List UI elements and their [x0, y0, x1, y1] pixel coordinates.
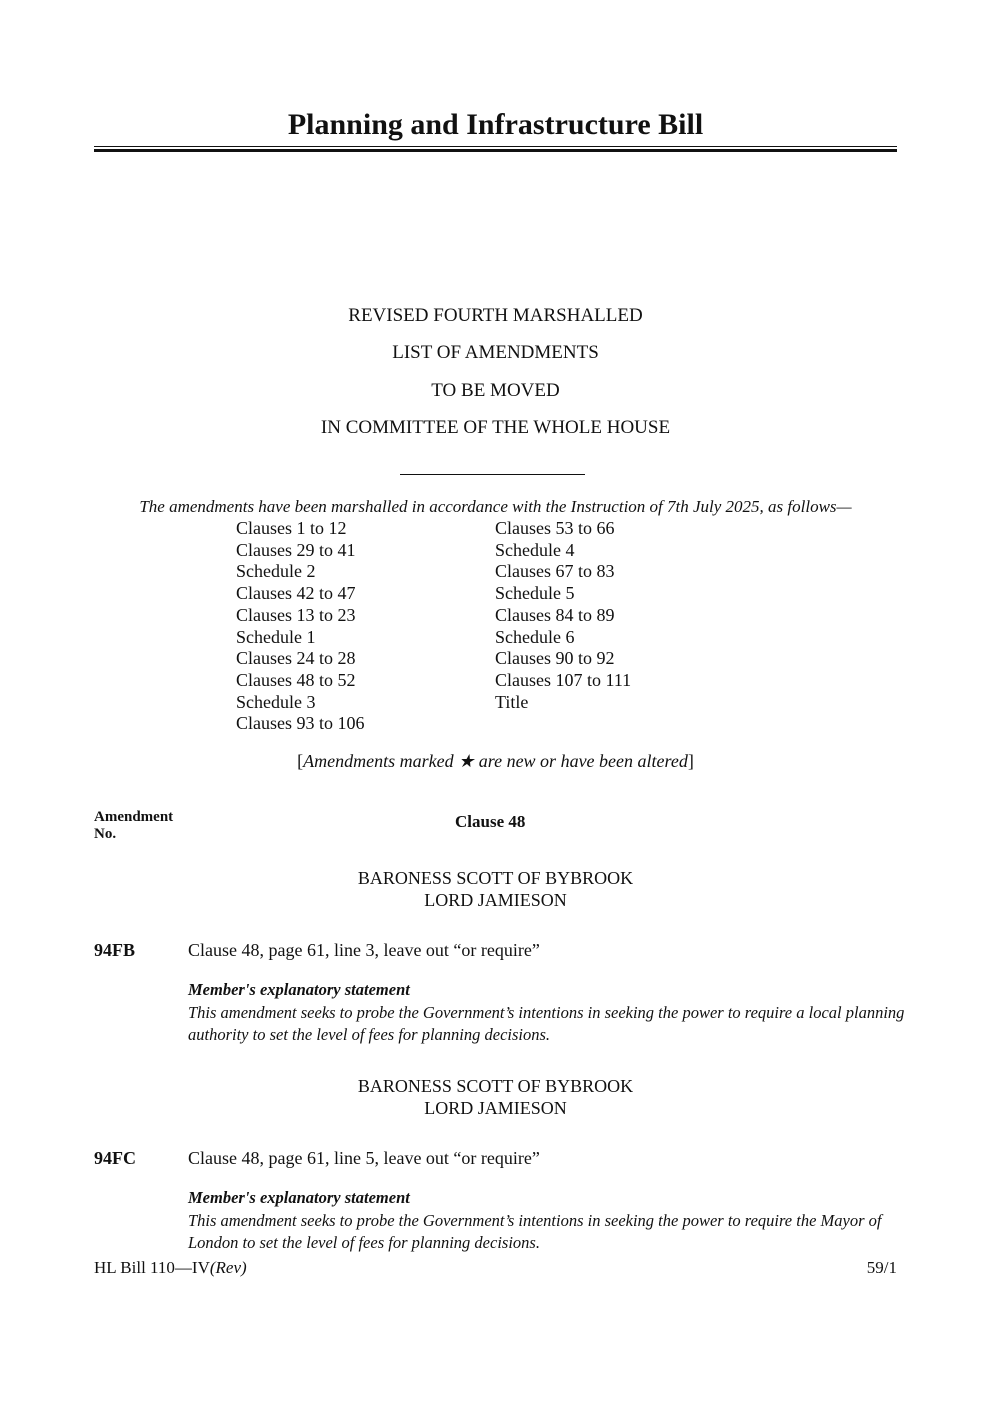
amendment-text: Clause 48, page 61, line 5, leave out “or require”: [188, 1148, 540, 1168]
amendment-no-label: [94, 809, 173, 843]
order-item: Clauses 29 to 41: [236, 539, 356, 560]
order-item: Title: [495, 691, 529, 712]
member-name: BARONESS SCOTT OF BYBROOK: [357, 1076, 634, 1096]
order-item: Schedule 2: [236, 561, 316, 582]
order-item: Clauses 93 to 106: [236, 713, 365, 734]
label-line: No.: [94, 826, 117, 842]
order-list-left: [236, 518, 365, 735]
order-item: Schedule 6: [495, 626, 575, 647]
order-item: Schedule 3: [236, 691, 316, 712]
heading-line-4: IN COMMITTEE OF THE WHOLE HOUSE: [320, 417, 671, 438]
order-item: Schedule 4: [495, 539, 575, 560]
member-name: LORD JAMIESON: [424, 890, 567, 910]
members: [0, 1075, 991, 1119]
instruction: The amendments have been marshalled in accordance with the Instruction of 7th July 2025, as follows—: [139, 497, 852, 516]
statement-body: This amendment seeks to probe the Government’s intentions in seeking the power to require the Mayor of London to set the level of fees for planning decisions.: [188, 1210, 882, 1252]
order-item: Clauses 24 to 28: [236, 648, 356, 669]
explanatory-statement: [188, 1187, 908, 1255]
divider: [400, 474, 585, 475]
note-text: Amendments marked ★ are new or have been altered: [303, 751, 688, 771]
page-number: 59/1: [866, 1258, 897, 1277]
order-item: Schedule 1: [236, 626, 316, 647]
bracket: [: [297, 751, 304, 771]
clause-heading: Clause 48: [455, 812, 526, 831]
members: [0, 867, 991, 911]
revision: (Rev): [209, 1258, 247, 1277]
order-item: Clauses 107 to 111: [495, 669, 632, 690]
order-item: Clauses 48 to 52: [236, 669, 356, 690]
order-item: Clauses 53 to 66: [495, 518, 615, 538]
star-note: [0, 751, 991, 772]
statement-body: This amendment seeks to probe the Government’s intentions in seeking the power to require a local planning authority to set the level of fees for planning decisions.: [188, 1002, 905, 1044]
bill-reference: [94, 1258, 247, 1278]
member-name: LORD JAMIESON: [424, 1098, 567, 1118]
statement-heading: Member's explanatory statement: [188, 980, 410, 999]
bill-title: Planning and Infrastructure Bill: [287, 108, 704, 141]
bracket: ]: [687, 751, 694, 771]
order-item: Clauses 1 to 12: [236, 518, 347, 538]
statement-heading: Member's explanatory statement: [188, 1188, 410, 1207]
amendment-number: 94FB: [94, 940, 136, 960]
order-item: Clauses 90 to 92: [495, 648, 615, 669]
order-item: Clauses 13 to 23: [236, 604, 356, 625]
member-name: BARONESS SCOTT OF BYBROOK: [357, 868, 634, 888]
label-line: Amendment: [94, 809, 174, 825]
order-item: Clauses 67 to 83: [495, 561, 615, 582]
amendment-text: Clause 48, page 61, line 3, leave out “or require”: [188, 940, 540, 960]
amendment-number: 94FC: [94, 1148, 136, 1168]
order-item: Clauses 42 to 47: [236, 583, 356, 604]
order-item: Schedule 5: [495, 583, 575, 604]
title-rule-thick: [94, 149, 897, 152]
explanatory-statement: [188, 979, 908, 1047]
order-list-right: [495, 518, 631, 713]
heading-line-2: LIST OF AMENDMENTS: [392, 342, 599, 363]
bill-number: HL Bill 110—IV: [94, 1258, 210, 1277]
title-rule-thin: [94, 146, 897, 147]
heading-line-3: TO BE MOVED: [431, 380, 560, 401]
heading-line-1: REVISED FOURTH MARSHALLED: [348, 305, 643, 326]
order-item: Clauses 84 to 89: [495, 604, 615, 625]
